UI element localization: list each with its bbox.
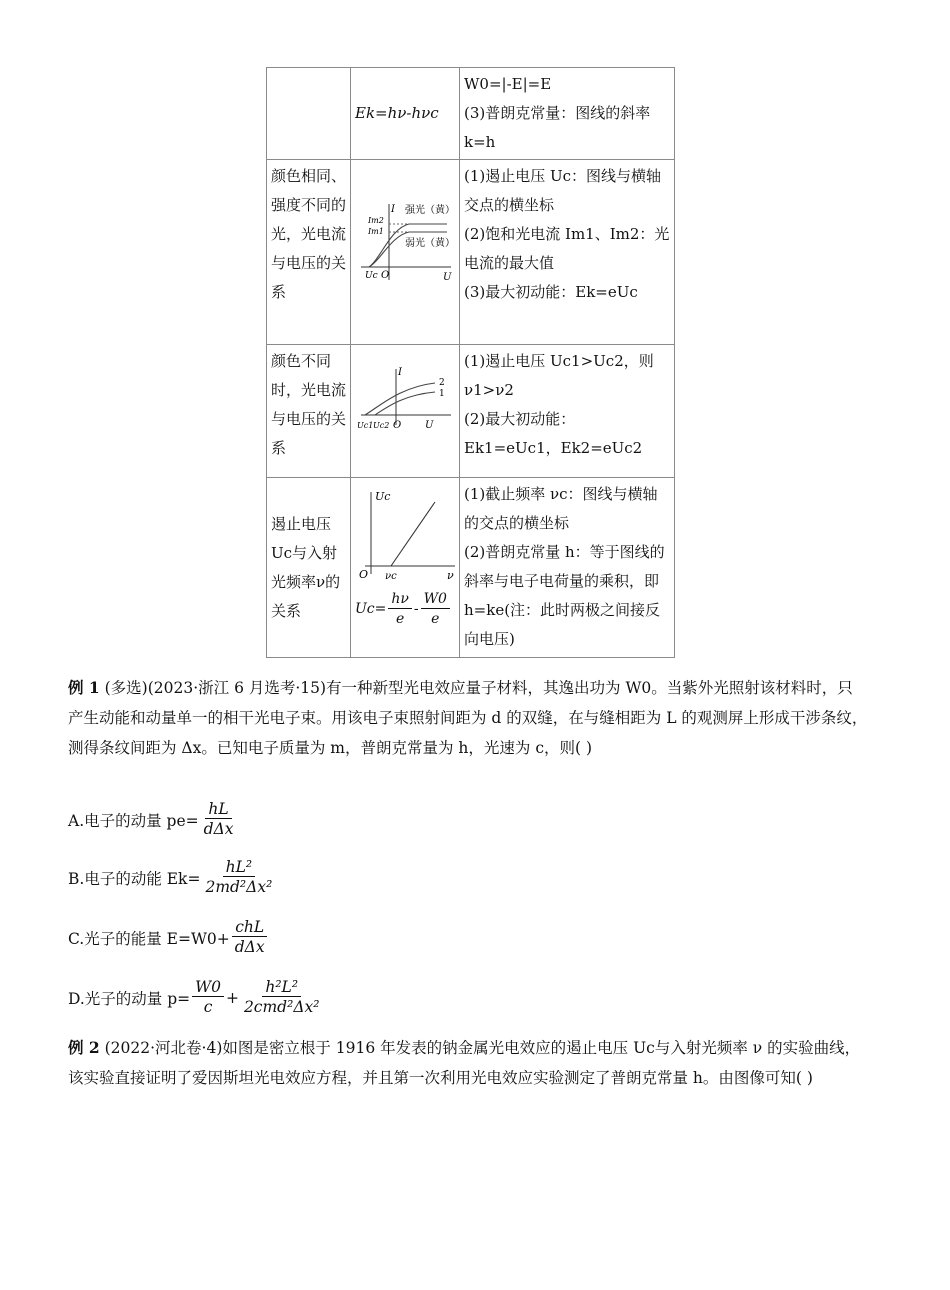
nu-axis-label: ν: [447, 569, 454, 582]
uc-formula: Uc= $\frac{h\nu}{e}$ - $\frac{W0}{e}$: [355, 590, 452, 629]
option-c[interactable]: [68, 918, 270, 957]
numerator: chL: [232, 918, 267, 937]
graph-frequency: [351, 478, 460, 658]
uc-axis-label: Uc: [375, 490, 391, 503]
denominator: e: [431, 611, 440, 627]
desc-line: k=h: [464, 133, 496, 151]
color-graph: [351, 345, 459, 467]
weak-label: 弱光（黄）: [405, 238, 455, 249]
desc-line: (1)截止频率 νc：图线与横轴的交点的横坐标: [464, 485, 658, 532]
desc-line: (1)遏止电压 Uc1>Uc2，则: [464, 352, 654, 370]
numerator: h²L²: [262, 978, 301, 997]
im1-label: Im1: [368, 227, 384, 236]
denominator: c: [203, 998, 213, 1016]
desc-line: (2)普朗克常量 h：等于图线的斜率与电子电荷量的乘积，即 h=ke(注：此时两极之间接反向电压): [464, 543, 665, 648]
uc-nu-line: [391, 502, 435, 566]
desc-line: (2)最大初动能：: [464, 410, 576, 428]
intensity-graph: [351, 160, 459, 334]
uc1-label: Uc1: [357, 421, 374, 430]
option-a[interactable]: [68, 800, 239, 839]
numerator: hν: [388, 590, 412, 609]
energy-formula: Ek=hν-hνc: [355, 104, 439, 122]
example-1-question: [68, 673, 868, 763]
row-label: 遏止电压Uc与入射光频率ν的关系: [267, 478, 351, 658]
desc-line: (3)最大初动能：Ek=eUc: [464, 283, 638, 301]
curve-1: [375, 392, 435, 415]
row-label: 颜色相同、强度不同的光，光电流与电压的关系: [267, 160, 351, 345]
curve-1-label: 1: [439, 389, 445, 399]
example-1-tag: 例 1: [68, 678, 100, 697]
table-cell-desc: [460, 345, 675, 478]
numerator: W0: [421, 590, 450, 609]
origin-label: O: [381, 270, 390, 281]
photoelectric-summary-table: [266, 67, 675, 658]
fraction: [201, 800, 237, 839]
example-1-text: (多选)(2023·浙江 6 月选考·15)有一种新型光电效应量子材料，其逸出功为 W0。当紫外光照射该材料时，只产生动能和动量单一的相干光电子束。用该电子束照射间距为 d 的双缝，在与缝相距为 L 的观测屏上形成干涉条纹，测得条纹间距为 Δx。已知电子质量为 m，普朗克常量为 h，光速为 c，则( ): [68, 679, 868, 757]
option-b-text: B.电子的动能 Ek=: [68, 869, 201, 888]
frequency-graph: [351, 478, 459, 598]
table-cell-empty: [267, 68, 351, 160]
denominator: dΔx: [234, 938, 265, 956]
fraction: [202, 858, 275, 897]
desc-line: (1)遏止电压 Uc：图线与横轴交点的横坐标: [464, 167, 662, 214]
table-cell-formula: [351, 68, 460, 160]
option-d-text: D.光子的动量 p=: [68, 989, 191, 1008]
denominator: e: [395, 611, 405, 627]
curve-2: [365, 383, 435, 415]
graph-intensity: [351, 160, 460, 345]
desc-line: W0=|-E|=E: [464, 75, 552, 93]
fraction: [421, 590, 450, 629]
origin-label: O: [359, 568, 369, 581]
table-row: [267, 345, 675, 478]
example-2-tag: 例 2: [68, 1038, 100, 1057]
denominator: 2md²Δx²: [205, 878, 273, 896]
strong-label: 强光（黄）: [405, 205, 455, 216]
table-cell-desc: [460, 68, 675, 160]
formula-lhs: Uc=: [355, 601, 387, 617]
table-cell-desc: [460, 478, 675, 658]
im2-label: Im2: [368, 216, 384, 225]
example-2-question: [68, 1033, 868, 1093]
graph-color: [351, 345, 460, 478]
fraction: [388, 590, 412, 629]
numerator: hL: [205, 800, 231, 819]
table-cell-desc: [460, 160, 675, 345]
origin-label: O: [393, 420, 402, 431]
option-c-text: C.光子的能量 E=W0+: [68, 929, 230, 948]
fraction: [192, 978, 224, 1017]
i-axis-label: I: [398, 367, 402, 378]
numerator: W0: [192, 978, 224, 997]
option-d[interactable]: D.光子的动量 p= $\frac{W0}{c}$ + $\frac{\text{h²L²}}{\text{2cmd²Δx²}}$: [68, 978, 324, 1017]
curve-2-label: 2: [439, 378, 445, 388]
denominator: 2cmd²Δx²: [243, 998, 320, 1016]
i-axis-label: I: [391, 204, 395, 215]
row-label: 颜色不同时，光电流与电压的关系: [267, 345, 351, 478]
u-axis-label: U: [425, 420, 434, 431]
example-2-text: (2022·河北卷·4)如图是密立根于 1916 年发表的钠金属光电效应的遏止电压 Uc与入射光频率 ν 的实验曲线，该实验直接证明了爱因斯坦光电效应方程，并且第一次利用光电效应实验测定了普朗克常量 h。由图像可知( ): [68, 1039, 861, 1087]
u-axis-label: U: [443, 272, 452, 283]
desc-line: ν1>ν2: [464, 381, 514, 399]
fraction: [232, 918, 268, 957]
option-a-text: A.电子的动量 pe=: [68, 811, 199, 830]
nuc-label: νc: [385, 571, 397, 582]
desc-line: (2)饱和光电流 Im1、Im2：光电流的最大值: [464, 225, 670, 272]
desc-line: (3)普朗克常量：图线的斜率: [464, 104, 651, 122]
uc2-label: Uc2: [373, 421, 390, 430]
table-row: [267, 478, 675, 658]
uc-label: Uc: [365, 271, 378, 281]
numerator: hL²: [223, 858, 256, 877]
fraction: [241, 978, 323, 1017]
denominator: dΔx: [203, 820, 234, 838]
table-row: [267, 160, 675, 345]
desc-line: Ek1=eUc1，Ek2=eUc2: [464, 439, 643, 457]
table-row: [267, 68, 675, 160]
option-b[interactable]: [68, 858, 277, 897]
